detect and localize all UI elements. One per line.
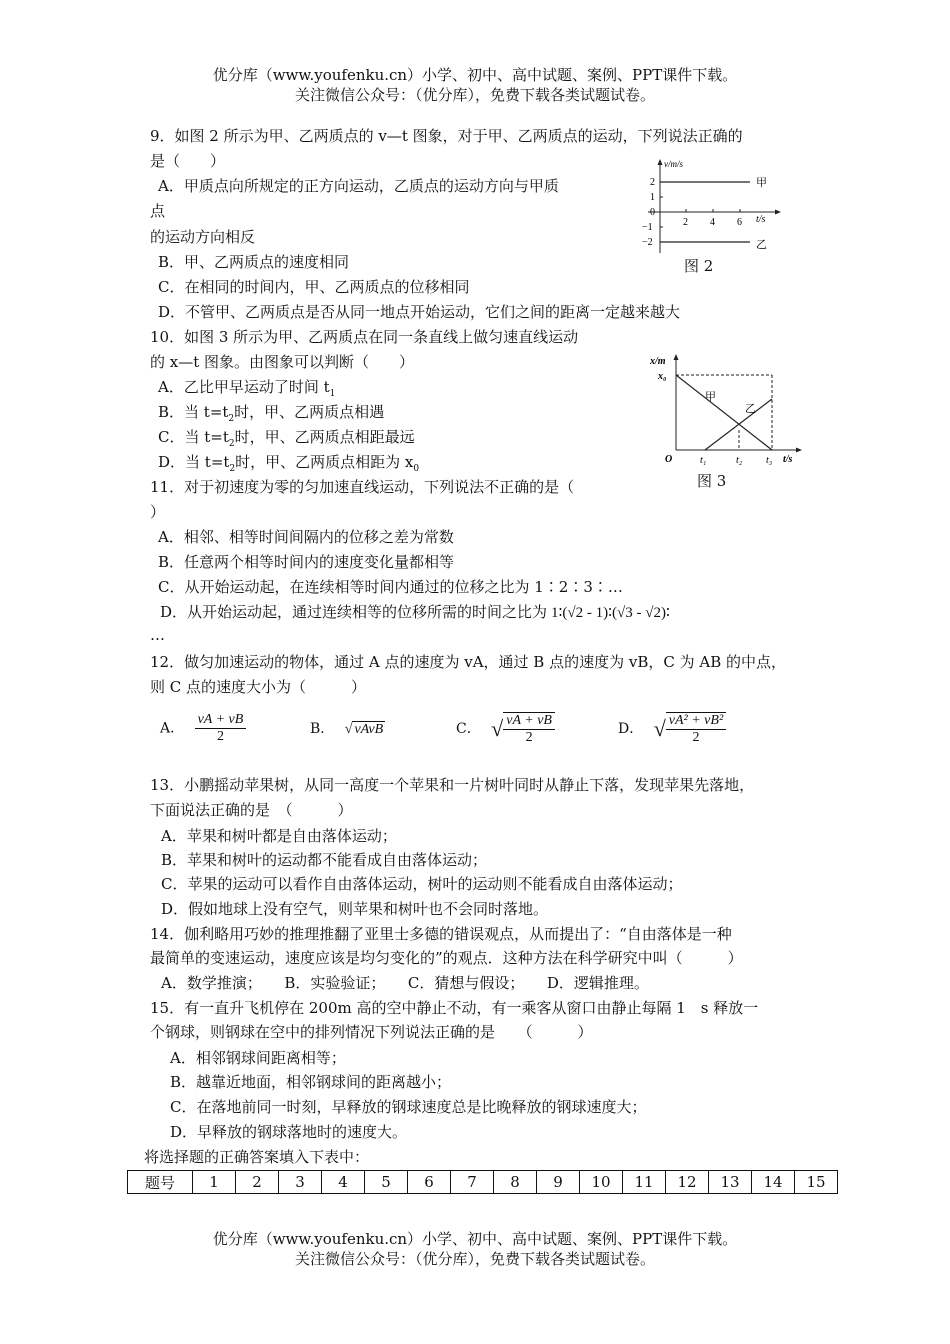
q9-option-a-1: A．甲质点向所规定的正方向运动，乙质点的运动方向与甲质 [158,177,559,195]
q14-stem-1: 14．伽利略用巧妙的推理推翻了亚里士多德的错误观点，从而提出了：“自由落体是一种 [150,925,732,943]
fig3-t3-label: t₃ [766,455,773,466]
footer-line-1: 优分库（www.youfenku.cn）小学、初中、高中试题、案例、PPT课件下载。 [212,1230,738,1248]
q10-option-b: B．当 $t=t_2$时，甲、乙两质点相遇 [158,403,385,424]
fig2-x-label: t/s [756,214,766,225]
fig3-x-label: t/s [783,454,793,465]
fig2-xtick-2: 2 [683,217,688,228]
q13-stem-2: 下面说法正确的是 （ ） [150,801,353,819]
fig2-ytick-2: 2 [650,177,655,188]
header-line-1: 优分库（www.youfenku.cn）小学、初中、高中试题、案例、PPT课件下载。 [212,66,738,84]
answer-table-row [128,1171,838,1194]
header-line-2: 关注微信公众号：（优分库），免费下载各类试题试卷。 [294,86,655,104]
answer-table-header-cell: 题号 [128,1171,193,1194]
answer-table-intro: 将选择题的正确答案填入下表中： [144,1148,370,1166]
fig2-ytick-neg1: −1 [642,222,653,233]
q11-option-a: A．相邻、相等时间间隔内的位移之差为常数 [158,528,454,546]
q11-option-d-cont: … [150,626,165,644]
q13-option-d: D．假如地球上没有空气，则苹果和树叶也不会同时落地。 [161,900,549,918]
q10-stem-2: 的 x—t 图象。由图象可以判断（ ） [150,353,415,371]
fig3-label-yi: 乙 [745,402,756,415]
answer-cell-6[interactable]: 6 [408,1171,451,1194]
q12-option-c: C． √ $\frac{vA + vB}{2}$ [456,712,555,746]
figure-3-caption: 图 3 [697,472,727,490]
q9-stem-2: 是（ ） [150,152,226,170]
answer-cell-7[interactable]: 7 [451,1171,494,1194]
fig3-t1-label: t₁ [700,455,707,466]
q13-option-b: B．苹果和树叶的运动都不能看成自由落体运动； [161,851,488,869]
q9-option-b: B．甲、乙两质点的速度相同 [158,253,350,271]
answer-cell-13[interactable]: 13 [709,1171,752,1194]
fig2-y-label: v/m/s [664,159,683,169]
q9-option-c: C．在相同的时间内，甲、乙两质点的位移相同 [158,278,470,296]
answer-cell-4[interactable]: 4 [322,1171,365,1194]
q11-option-d-math: 1∶(√2 - 1)∶(√3 - √2)∶ [551,605,670,621]
q12-stem-2: 则 C 点的速度大小为（ ） [150,678,367,696]
figure-2-caption: 图 2 [684,257,714,275]
answer-cell-5[interactable]: 5 [365,1171,408,1194]
answer-cell-8[interactable]: 8 [494,1171,537,1194]
q10-option-c: C．当 $t=t_2$时，甲、乙两质点相距最远 [158,428,415,449]
figure-3-xt-graph [650,350,810,468]
q9-option-a-2: 点 [150,202,166,220]
answer-cell-1[interactable]: 1 [193,1171,236,1194]
answer-cell-2[interactable]: 2 [236,1171,279,1194]
fig3-line-jia [676,375,772,450]
q14-options: A．数学推演； B．实验验证； C．猜想与假设； D．逻辑推理。 [161,974,649,992]
fig2-label-yi: 乙 [756,238,767,251]
answer-cell-11[interactable]: 11 [623,1171,666,1194]
fig2-xtick-4: 4 [710,217,715,228]
fig2-xtick-6: 6 [737,217,742,228]
footer-line-2: 关注微信公众号：（优分库），免费下载各类试题试卷。 [294,1250,655,1268]
fig3-label-jia: 甲 [705,390,716,403]
q15-stem-1: 15．有一直升飞机停在 200m 高的空中静止不动，有一乘客从窗口由静止每隔 1 s 释放一 [150,999,759,1017]
answer-cell-12[interactable]: 12 [666,1171,709,1194]
q10-option-a: A．乙比甲早运动了时间 $t_1$ [158,378,336,399]
q11-option-b: B．任意两个相等时间内的速度变化量都相等 [158,553,455,571]
q12-option-b: B． √ vAvB [310,721,384,737]
q15-stem-2: 个钢球，则钢球在空中的排列情况下列说法正确的是 （ ） [150,1023,593,1041]
fig3-x0-label: x₀ [658,371,667,382]
q11-option-d: D．从开始运动起，通过连续相等的位移所需的时间之比为 1∶(√2 - 1)∶(√3 - √2)∶ [160,603,670,621]
q9-stem-1: 9．如图 2 所示为甲、乙两质点的 v—t 图象，对于甲、乙两质点的运动，下列说法正确的 [150,127,743,145]
fig2-ytick-0: 0 [650,207,655,218]
q13-stem-1: 13．小鹏摇动苹果树，从同一高度一个苹果和一片树叶同时从静止下落，发现苹果先落地， [150,776,755,794]
q11-option-c: C．从开始运动起，在连续相等时间内通过的位移之比为 1∶2∶3∶… [158,578,623,596]
q9-option-d: D．不管甲、乙两质点是否从同一地点开始运动，它们之间的距离一定越来越大 [158,303,681,321]
q15-option-b: B．越靠近地面，相邻钢球间的距离越小； [170,1073,452,1091]
q12-option-d: D． √ $\frac{\text{vA² + vB²}}{2}$ [618,712,726,746]
q10-stem-1: 10．如图 3 所示为甲、乙两质点在同一条直线上做匀速直线运动 [150,328,579,346]
fig2-label-jia: 甲 [756,176,767,189]
q13-option-c: C．苹果的运动可以看作自由落体运动，树叶的运动则不能看成自由落体运动； [161,875,683,893]
answer-cell-15[interactable]: 15 [795,1171,838,1194]
answer-cell-10[interactable]: 10 [580,1171,623,1194]
q15-option-a: A．相邻钢球间距离相等； [170,1049,346,1067]
figure-2-vt-graph [638,158,788,256]
answer-table [127,1170,838,1194]
fig2-ytick-neg2: −2 [642,237,653,248]
fig3-t2-label: t₂ [736,455,743,466]
answer-cell-9[interactable]: 9 [537,1171,580,1194]
q12-option-a: A． $\frac{vA + vB}{2}$ [160,712,246,745]
answer-cell-14[interactable]: 14 [752,1171,795,1194]
q10-option-d: D．当 $t=t_2$时，甲、乙两质点相距为 $x_0$ [158,453,420,474]
fig3-y-label: x/m [650,356,666,367]
q9-option-a-3: 的运动方向相反 [150,228,256,246]
q11-stem-2: ） [150,503,166,521]
q15-option-d: D．早释放的钢球落地时的速度大。 [170,1123,408,1141]
q14-stem-2: 最简单的变速运动，速度应该是均匀变化的”的观点．这种方法在科学研究中叫（ ） [150,949,743,967]
q11-stem-1: 11．对于初速度为零的匀加速直线运动，下列说法不正确的是（ [150,478,575,496]
q12-stem-1: 12．做匀加速运动的物体，通过 A 点的速度为 vA，通过 B 点的速度为 vB，C 为 AB 的中点， [150,653,786,671]
q15-option-c: C．在落地前同一时刻，早释放的钢球速度总是比晚释放的钢球速度大； [170,1098,647,1116]
fig2-ytick-1: 1 [650,192,655,203]
answer-cell-3[interactable]: 3 [279,1171,322,1194]
fig3-origin: O [665,454,673,465]
q13-option-a: A．苹果和树叶都是自由落体运动； [161,827,397,845]
